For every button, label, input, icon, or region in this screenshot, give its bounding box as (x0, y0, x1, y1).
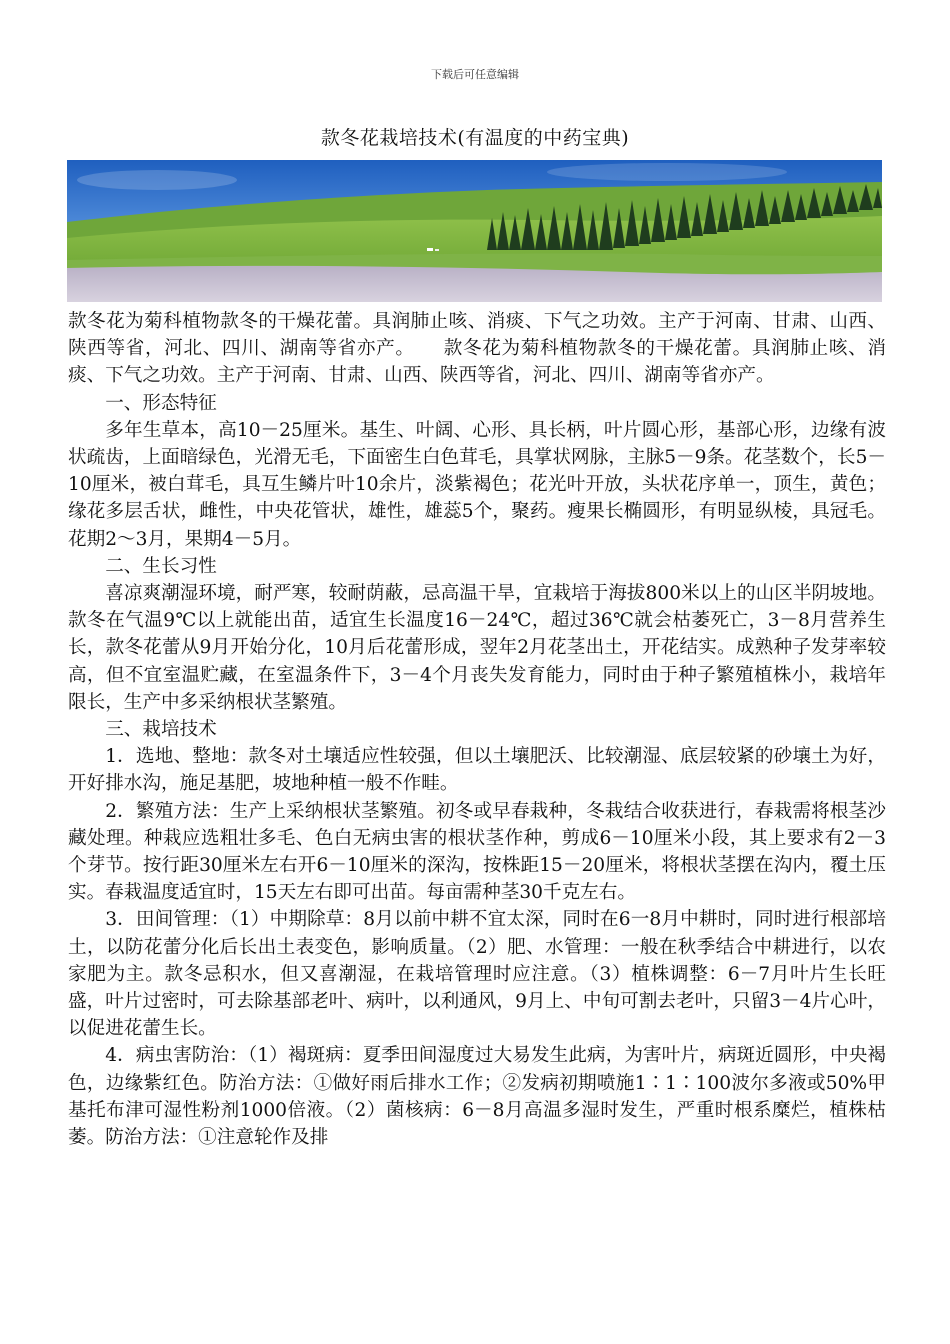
growth-habits-paragraph: 喜凉爽潮湿环境，耐严寒，较耐荫蔽，忌高温干旱，宜栽培于海拔800米以上的山区半阴坡地。款冬在气温9℃以上就能出苗，适宜生长温度16－24℃，超过36℃就会枯萎死亡，3－8月营养生长，款冬花蕾从9月开始分化，10月后花蕾形成，翌年2月花茎出土，开花结实。成熟种子发芽率较高，但不宜室温贮藏，在室温条件下，3－4个月丧失发育能力，同时由于种子繁殖植株小，栽培年限长，生产中多采纳根状茎繁殖。 (68, 583, 886, 713)
landscape-banner-image (67, 160, 882, 302)
field-management-paragraph: 3．田间管理：（1）中期除草：8月以前中耕不宜太深，同时在6一8月中耕时，同时进行根部培土，以防花蕾分化后长出土表变色，影响质量。（2）肥、水管理：一般在秋季结合中耕进行，以农家肥为主。款冬忌积水，但又喜潮湿，在栽培管理时应注意。（3）植株调整：6－7月叶片生长旺盛，叶片过密时，可去除基部老叶、病叶，以利通风，9月上、中旬可割去老叶，只留3－4片心叶，以促进花蕾生长。 (68, 909, 886, 1040)
intro-paragraph: 款冬花为菊科植物款冬的干燥花蕾。具润肺止咳、消痰、下气之功效。主产于河南、甘肃、山西、陕西等省，河北、四川、湖南等省亦产。 款冬花为菊科植物款冬的干燥花蕾。具润肺止咳、消痰、下气之功效。主产于河南、甘肃、山西、陕西等省，河北、四川、湖南等省亦产。 (68, 311, 886, 387)
morphology-paragraph: 多年生草本，高10－25厘米。基生、叶阔、心形、具长柄，叶片圆心形，基部心形，边缘有波状疏齿，上面暗绿色，光滑无毛，下面密生白色茸毛，具掌状网脉，主脉5－9条。花茎数个，长5－10厘米，被白茸毛，具互生鳞片叶10余片，淡紫褐色；花光叶开放，头状花序单一，顶生，黄色；缘花多层舌状，雌性，中央花管状，雄性，雄蕊5个，聚药。瘦果长椭圆形，有明显纵棱，具冠毛。花期2～3月，果期4－5月。 (68, 419, 886, 550)
section-heading-cultivation: 三、栽培技术 (105, 719, 217, 741)
document-body (68, 308, 886, 1151)
pest-control-paragraph: 4．病虫害防治：（1）褐斑病：夏季田间湿度过大易发生此病，为害叶片，病斑近圆形，中央褐色，边缘紫红色。防治方法：①做好雨后排水工作；②发病初期喷施1∶1∶100波尔多液或50%甲基托布津可湿性粉剂1000倍液。（2）菌核病：6－8月高温多湿时发生，严重时根系糜烂，植株枯萎。防治方法：①注意轮作及排 (68, 1045, 886, 1149)
landscape-photo-icon (67, 160, 882, 302)
header-note: 下载后可任意编辑 (431, 68, 519, 81)
section-heading-growth-habits: 二、生长习性 (105, 555, 217, 577)
site-preparation-paragraph: 1．选地、整地：款冬对土壤适应性较强，但以土壤肥沃、比较潮湿、底层较紧的砂壤土为好，开好排水沟，施足基肥，坡地种植一般不作畦。 (68, 746, 886, 795)
propagation-paragraph: 2．繁殖方法：生产上采纳根状茎繁殖。初冬或早春栽种，冬栽结合收获进行，春栽需将根茎沙藏处理。种栽应选粗壮多毛、色白无病虫害的根状茎作种，剪成6－10厘米小段，其上要求有2－3个芽节。按行距30厘米左右开6－10厘米的深沟，按株距15－20厘米，将根状茎摆在沟内，覆土压实。春栽温度适宜时，15天左右即可出苗。每亩需种茎30千克左右。 (68, 800, 886, 904)
section-heading-morphology: 一、形态特征 (105, 392, 217, 414)
document-title: 款冬花栽培技术(有温度的中药宝典) (320, 127, 630, 149)
